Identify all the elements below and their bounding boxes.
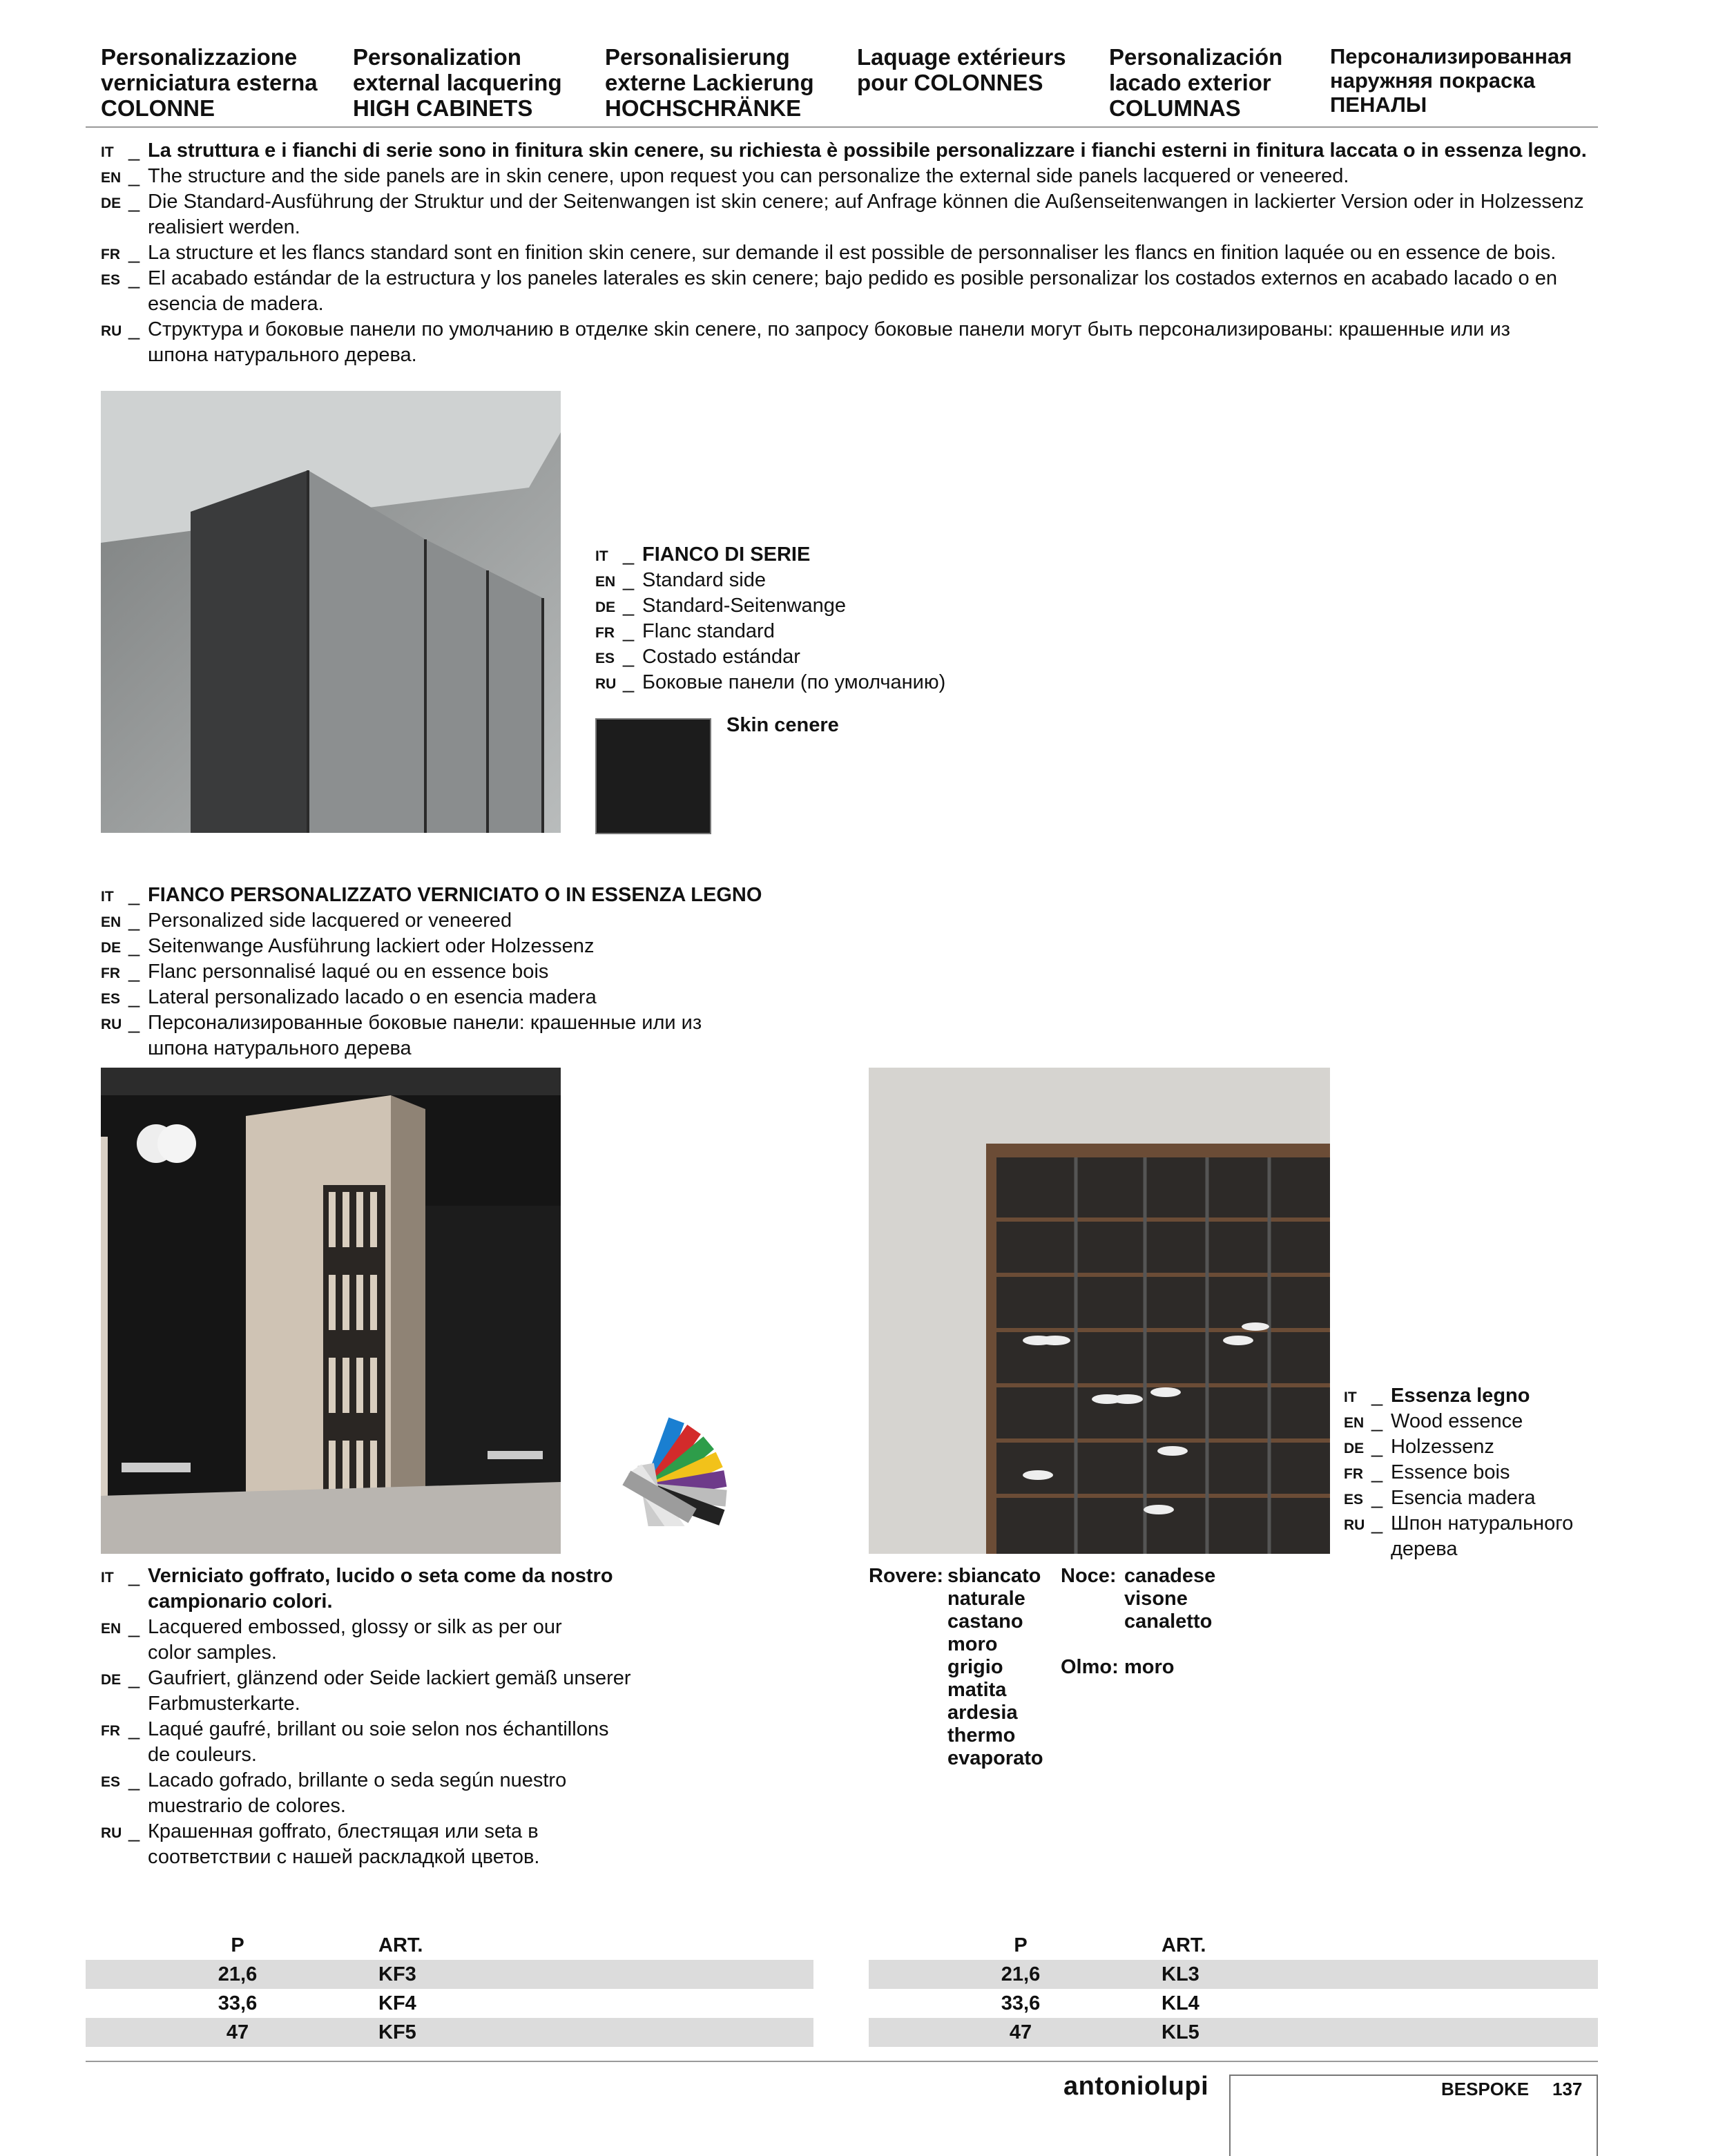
lang-code: DE _: [1344, 1434, 1389, 1461]
lang-code: FR _: [101, 959, 146, 986]
page-number: 137: [1552, 2079, 1583, 2099]
lang-text-line: campionario colori.: [148, 1590, 333, 1613]
lang-code: EN _: [101, 1615, 146, 1642]
finish-item: moro: [947, 1633, 998, 1655]
lang-text-line: Standard side: [642, 569, 766, 591]
lacquered-cabinet-photo: [101, 1068, 561, 1554]
lang-row-fr: [101, 240, 1592, 266]
lang-text-line: Die Standard-Ausführung der Struktur und der Seitenwangen ist skin cenere; auf Anfrage können die Außenseitenwangen in lackierter Version oder in Holzessenz: [148, 191, 1584, 213]
lang-row-de: [1344, 1434, 1606, 1460]
lang-row-it: [101, 883, 860, 908]
lang-row-fr: [1344, 1460, 1606, 1485]
cell-art: KL5: [1162, 2021, 1199, 2043]
lang-code-label: RU: [101, 1017, 122, 1032]
lang-row-fr: [595, 619, 1079, 644]
lang-text-line: дерева: [1391, 1538, 1458, 1560]
intro-text: [101, 138, 1592, 368]
lang-row-ru: [101, 1010, 860, 1061]
lang-code: IT _: [101, 883, 146, 909]
cell-p: 47: [226, 2021, 249, 2043]
lang-code-label: ES: [101, 991, 121, 1007]
lacquer-description: [101, 1563, 791, 1870]
table-row: [86, 2018, 813, 2047]
lang-text-line: El acabado estándar de la estructura y los paneles laterales es skin cenere; bajo pedido es posible personalizar los costados externos en acabado lacado o en: [148, 267, 1557, 289]
lang-text-line: Personalized side lacquered or veneered: [148, 909, 512, 932]
footer-rule: [86, 2061, 1598, 2062]
lang-row-ru: [595, 670, 1079, 695]
custom-side-text: [101, 883, 860, 1061]
lang-code-label: EN: [101, 170, 122, 186]
cell-art: KL3: [1162, 1963, 1199, 1985]
lang-code: RU _: [101, 1819, 146, 1846]
olmo-list: [1124, 1656, 1175, 1679]
lang-text-line: Laqué gaufré, brillant ou soie selon nos échantillons: [148, 1718, 609, 1740]
lang-code-label: IT: [595, 548, 608, 564]
lang-row-de: [101, 1666, 791, 1717]
lang-row-es: [101, 1768, 791, 1819]
lang-code: EN _: [101, 908, 146, 935]
lang-code-label: FR: [1344, 1466, 1363, 1482]
lang-code-label: FR: [595, 625, 615, 641]
lang-code: EN _: [1344, 1409, 1389, 1436]
header-col-it: Personalizzazione verniciatura esterna COLONNE: [101, 44, 318, 121]
lang-text-line: La struttura e i fianchi di serie sono in finitura skin cenere, su richiesta è possibile personalizzare i fianchi esterni in finitura laccata o in essenza legno.: [148, 139, 1587, 162]
header-col-es: Personalización lacado exterior COLUMNAS: [1109, 44, 1283, 121]
lang-code-label: DE: [101, 195, 122, 211]
lang-row-ru: [101, 317, 1592, 368]
noce-finishes: [1061, 1565, 1268, 1641]
lang-text-line: esencia de madera.: [148, 293, 324, 315]
header-col-ru: Персонализированная наружняя покраска ПЕНАЛЫ: [1330, 44, 1572, 117]
cell-art: KF5: [378, 2021, 416, 2043]
lang-code-label: ES: [595, 651, 615, 666]
lang-text-line: La structure et les flancs standard sont en finition skin cenere, sur demande il est possible de personnaliser les flancs en finition laquée ou en essence de bois.: [148, 242, 1557, 264]
lang-code: RU _: [595, 670, 641, 697]
lang-code-label: FR: [101, 247, 120, 262]
standard-cabinet-photo: [101, 391, 561, 833]
lang-text-line: Verniciato goffrato, lucido o seta come da nostro: [148, 1565, 613, 1587]
finish-item: canadese: [1124, 1565, 1216, 1587]
lang-text-line: Costado estándar: [642, 646, 800, 668]
finish-item: canaletto: [1124, 1610, 1213, 1633]
cell-art: KF4: [378, 1992, 416, 2014]
lang-text-line: The structure and the side panels are in skin cenere, upon request you can personalize the external side panels lacquered or veneered.: [148, 165, 1349, 187]
finish-item: castano: [947, 1610, 1023, 1633]
lang-code-label: FR: [101, 965, 120, 981]
wood-cabinet-photo: [869, 1068, 1330, 1554]
lang-code: IT _: [595, 542, 641, 569]
lang-text-line: Flanc personnalisé laqué ou en essence bois: [148, 961, 549, 983]
lang-row-en: [101, 164, 1592, 189]
rovere-label: Rovere:: [869, 1565, 943, 1587]
header-col-en: Personalization external lacquering HIGH CABINETS: [353, 44, 562, 121]
lang-code-label: DE: [101, 1672, 122, 1688]
lang-text-line: Essenza legno: [1391, 1385, 1530, 1407]
lang-code: DE _: [101, 189, 146, 216]
lang-code: ES _: [101, 985, 146, 1012]
lang-text-line: Lacado gofrado, brillante o seda según nuestro: [148, 1769, 567, 1791]
lang-row-it: [101, 138, 1592, 164]
lang-text-line: FIANCO PERSONALIZZATO VERNICIATO O IN ESSENZA LEGNO: [148, 884, 762, 906]
lang-row-it: [595, 542, 1079, 568]
lang-row-fr: [101, 1717, 791, 1768]
lang-code-label: RU: [595, 676, 617, 692]
lang-text-line: Боковые панели (по умолчанию): [642, 671, 946, 693]
table-header: [869, 1931, 1598, 1960]
lang-text-line: соответствии с нашей раскладкой цветов.: [148, 1846, 540, 1868]
lang-code: RU _: [101, 317, 146, 344]
lang-code: RU _: [1344, 1511, 1389, 1538]
lang-text-line: Essence bois: [1391, 1461, 1510, 1483]
lang-code-label: EN: [101, 914, 122, 930]
lang-row-es: [1344, 1485, 1606, 1511]
lang-code-label: EN: [1344, 1415, 1365, 1431]
lang-row-it: [1344, 1383, 1606, 1409]
lang-text-line: Персонализированные боковые панели: крашенные или из: [148, 1012, 702, 1034]
lang-code-label: RU: [1344, 1517, 1365, 1533]
lang-code-label: DE: [101, 940, 122, 956]
lang-text-line: Структура и боковые панели по умолчанию в отделке skin cenere, по запросу боковые панели могут быть персонализированы: крашенные или из: [148, 318, 1510, 340]
table-header: [86, 1931, 813, 1960]
lang-row-it: [101, 1563, 791, 1615]
lang-row-en: [595, 568, 1079, 593]
cell-p: 33,6: [218, 1992, 258, 2014]
lang-text-line: muestrario de colores.: [148, 1795, 346, 1817]
cell-p: 21,6: [1001, 1963, 1041, 1985]
lang-row-de: [595, 593, 1079, 619]
lang-row-es: [595, 644, 1079, 670]
lang-row-fr: [101, 959, 860, 985]
lang-code-label: RU: [101, 323, 122, 339]
lang-code: ES _: [101, 266, 146, 293]
rovere-list: [947, 1565, 1043, 1770]
finish-item: evaporato: [947, 1747, 1043, 1769]
lang-code-label: ES: [101, 1774, 121, 1790]
lang-text-line: Esencia madera: [1391, 1487, 1536, 1509]
lang-text-line: шпона натурального дерева: [148, 1037, 412, 1059]
lang-text-line: realisiert werden.: [148, 216, 300, 238]
lang-code-label: FR: [101, 1723, 120, 1739]
lang-code-label: EN: [595, 574, 616, 590]
lang-text-line: Шпон натурального: [1391, 1512, 1574, 1534]
lang-code: DE _: [595, 593, 641, 620]
finish-item: grigio: [947, 1656, 1003, 1678]
lang-text-line: Farbmusterkarte.: [148, 1693, 300, 1715]
lang-code: DE _: [101, 1666, 146, 1693]
section-name: BESPOKE: [1441, 2079, 1530, 2099]
skin-cenere-label: Skin cenere: [726, 714, 839, 736]
skin-cenere-swatch: [595, 718, 711, 834]
lang-code-label: IT: [1344, 1389, 1357, 1405]
lang-text-line: de couleurs.: [148, 1744, 257, 1766]
finish-item: naturale: [947, 1588, 1025, 1610]
lang-code-label: DE: [595, 599, 616, 615]
finish-item: visone: [1124, 1588, 1188, 1610]
cell-p: 47: [1009, 2021, 1032, 2043]
standard-side-text: [595, 542, 1079, 695]
lang-code: FR _: [101, 1717, 146, 1744]
finish-item: thermo: [947, 1724, 1016, 1746]
lang-code-label: DE: [1344, 1441, 1365, 1456]
lang-row-es: [101, 266, 1592, 317]
finish-item: matita: [947, 1679, 1007, 1701]
lang-text-line: Seitenwange Ausführung lackiert oder Holzessenz: [148, 935, 595, 957]
lang-text-line: Lacquered embossed, glossy or silk as per our: [148, 1616, 562, 1638]
lang-text-line: Gaufriert, glänzend oder Seide lackiert gemäß unserer: [148, 1667, 631, 1689]
lang-code: ES _: [1344, 1485, 1389, 1512]
lang-code-label: ES: [1344, 1492, 1364, 1508]
table-row: [869, 1960, 1598, 1989]
lang-code: IT _: [101, 1563, 146, 1590]
lang-code-label: ES: [101, 272, 121, 288]
lang-code: EN _: [101, 164, 146, 191]
footer-box: [1229, 2075, 1598, 2156]
lang-code-label: RU: [101, 1825, 122, 1841]
brand-logo: antoniolupi: [1063, 2072, 1209, 2101]
color-sample-fan: [595, 1416, 731, 1526]
header-col-fr: Laquage extérieurs pour COLONNES: [857, 44, 1066, 95]
table-row: [86, 1989, 813, 2018]
cell-art: KF3: [378, 1963, 416, 1985]
cell-p: P: [1014, 1934, 1028, 1956]
lang-text-line: Крашенная goffrato, блестящая или seta в: [148, 1820, 539, 1842]
lang-code: FR _: [595, 619, 641, 646]
noce-list: [1124, 1565, 1215, 1633]
finish-item: sbiancato: [947, 1565, 1041, 1587]
lang-text-line: Lateral personalizado lacado o en esencia madera: [148, 986, 597, 1008]
lang-code-label: EN: [101, 1621, 122, 1637]
lang-text-line: Wood essence: [1391, 1410, 1523, 1432]
lang-code: FR _: [1344, 1460, 1389, 1487]
lang-text-line: Flanc standard: [642, 620, 775, 642]
lang-code: ES _: [101, 1768, 146, 1795]
lang-row-en: [101, 908, 860, 934]
noce-label: Noce:: [1061, 1565, 1117, 1587]
lang-row-de: [101, 934, 860, 959]
lang-code: DE _: [101, 934, 146, 961]
table-row: [869, 1989, 1598, 2018]
cell-art: KL4: [1162, 1992, 1199, 2014]
rovere-finishes: [869, 1565, 1076, 1793]
table-kf: [86, 1931, 813, 2047]
lang-row-ru: [101, 1819, 791, 1870]
lang-code-label: IT: [101, 1570, 114, 1586]
lang-code-label: IT: [101, 144, 114, 160]
table-row: [86, 1960, 813, 1989]
header-col-de: Personalisierung externe Lackierung HOCHSCHRÄNKE: [605, 44, 814, 121]
lang-row-de: [101, 189, 1592, 240]
table-kl: [869, 1931, 1598, 2047]
lang-row-ru: [1344, 1511, 1606, 1562]
lang-code: EN _: [595, 568, 641, 595]
lang-code: IT _: [1344, 1383, 1389, 1410]
olmo-finishes: [1061, 1656, 1268, 1684]
lang-row-es: [101, 985, 860, 1010]
finish-item: moro: [1124, 1656, 1175, 1678]
cell-art: ART.: [1162, 1934, 1206, 1956]
header-rule: [86, 126, 1598, 128]
cell-p: P: [231, 1934, 244, 1956]
lang-code: FR _: [101, 240, 146, 267]
lang-text-line: Holzessenz: [1391, 1436, 1494, 1458]
lang-row-en: [1344, 1409, 1606, 1434]
lang-text-line: color samples.: [148, 1642, 277, 1664]
lang-text-line: Standard-Seitenwange: [642, 595, 847, 617]
lang-code-label: IT: [101, 889, 114, 905]
olmo-label: Olmo:: [1061, 1656, 1119, 1678]
lang-code: IT _: [101, 138, 146, 165]
lang-code: RU _: [101, 1010, 146, 1037]
table-row: [869, 2018, 1598, 2047]
wood-essence-text: [1344, 1383, 1606, 1562]
cell-p: 33,6: [1001, 1992, 1041, 2014]
lang-row-en: [101, 1615, 791, 1666]
lang-text-line: FIANCO DI SERIE: [642, 543, 811, 566]
cell-art: ART.: [378, 1934, 423, 1956]
lang-code: ES _: [595, 644, 641, 671]
cell-p: 21,6: [218, 1963, 258, 1985]
finish-item: ardesia: [947, 1702, 1018, 1724]
lang-text-line: шпона натурального дерева.: [148, 344, 417, 366]
